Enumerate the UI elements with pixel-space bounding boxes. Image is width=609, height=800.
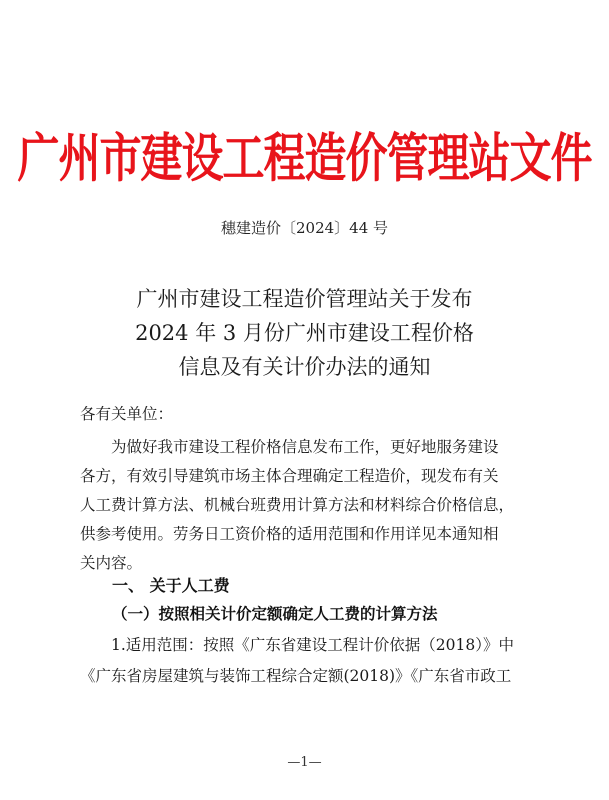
notice-title — [60, 282, 549, 384]
intro-line-5: 关内容。 — [80, 554, 143, 572]
intro-line-2: 各方，有效引导建筑市场主体合理确定工程造价，现发布有关 — [80, 467, 499, 485]
document-number: 穗建造价〔2024〕44 号 — [220, 219, 389, 237]
notice-title-line-2: 2024 年 3 月份广州市建设工程价格 — [135, 321, 474, 345]
intro-paragraph — [80, 433, 532, 578]
item-paragraph-scope — [80, 630, 532, 692]
intro-line-1: 为做好我市建设工程价格信息发布工作，更好地服务建设 — [111, 438, 499, 456]
item-line-1: 1.适用范围：按照《广东省建设工程计价依据（2018）》中 — [111, 636, 514, 654]
salutation: 各有关单位： — [80, 405, 174, 423]
red-header-title: 广州市建设工程造价管理站文件 — [17, 127, 592, 189]
subsection-heading-calculation-method: （一）按照相关计价定额确定人工费的计算方法 — [112, 604, 438, 623]
item-line-2: 《广东省房屋建筑与装饰工程综合定额(2018)》《广东省市政工 — [80, 667, 512, 685]
notice-title-line-1: 广州市建设工程造价管理站关于发布 — [136, 287, 473, 311]
section-heading-labor-cost: 一、 关于人工费 — [112, 576, 230, 595]
notice-title-line-3: 信息及有关计价办法的通知 — [178, 355, 431, 379]
intro-line-4: 供参考使用。劳务日工资价格的适用范围和作用详见本通知相 — [80, 525, 499, 543]
page-number: —1— — [287, 755, 322, 770]
intro-line-3: 人工费计算方法、机械台班费用计算方法和材料综合价格信息， — [80, 496, 515, 514]
